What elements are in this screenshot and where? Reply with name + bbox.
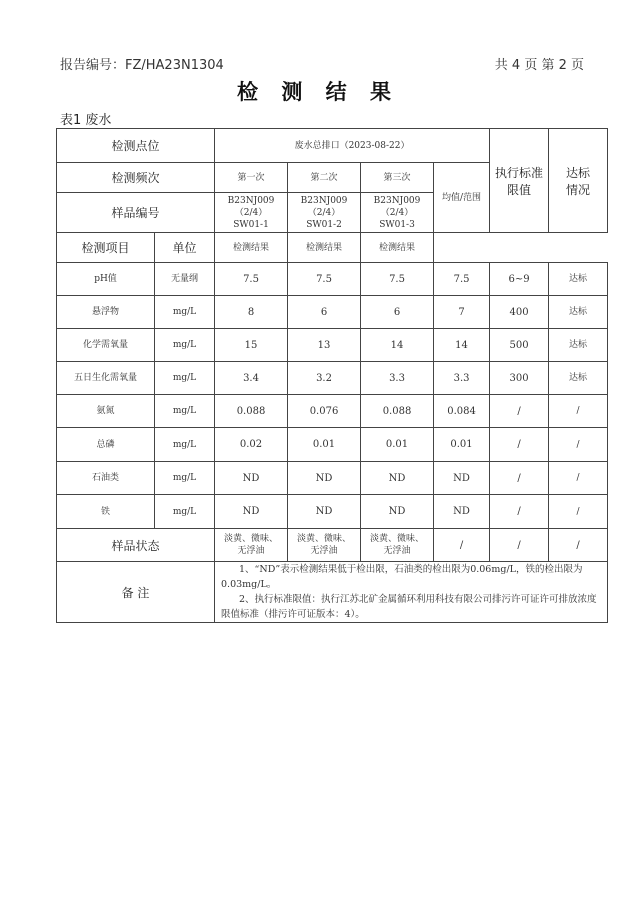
result-2: 0.01	[288, 428, 361, 462]
frequency-label: 检测频次	[57, 163, 215, 193]
sample-code: B23NJ009	[373, 195, 421, 206]
state-avg: /	[434, 529, 490, 562]
result-header-1: 检测结果	[215, 233, 288, 263]
avg-value: 0.01	[434, 428, 490, 462]
point-value: 废水总排口（2023-08-22）	[215, 129, 490, 163]
item-name: 悬浮物	[57, 296, 155, 329]
column-header-row	[57, 233, 608, 263]
item-unit: mg/L	[155, 362, 215, 395]
point-row	[57, 129, 608, 163]
result-2: ND	[288, 462, 361, 495]
sample-part: （2/4）	[234, 207, 268, 218]
compliance-header-line-2: 情况	[566, 182, 591, 197]
state-3	[361, 529, 434, 562]
item-header: 检测项目	[57, 233, 155, 263]
compliance-value: 达标	[549, 329, 608, 362]
avg-value: 3.3	[434, 362, 490, 395]
table-caption: 表1 废水	[60, 113, 112, 128]
limit-header-line-2: 限值	[507, 182, 532, 197]
limit-value: 6~9	[490, 263, 549, 296]
limit-value: 500	[490, 329, 549, 362]
avg-value: 7.5	[434, 263, 490, 296]
item-unit: mg/L	[155, 462, 215, 495]
item-name: pH值	[57, 263, 155, 296]
state-line-2: 无浮油	[237, 546, 265, 556]
result-1: 8	[215, 296, 288, 329]
item-unit: mg/L	[155, 495, 215, 529]
compliance-header	[549, 129, 608, 233]
result-1: ND	[215, 495, 288, 529]
avg-value: 0.084	[434, 395, 490, 428]
result-3: 0.088	[361, 395, 434, 428]
result-3: 14	[361, 329, 434, 362]
compliance-value: 达标	[549, 296, 608, 329]
notes-text	[215, 562, 608, 623]
point-label: 检测点位	[57, 129, 215, 163]
page-number: 共 4 页 第 2 页	[494, 58, 584, 73]
item-name: 石油类	[57, 462, 155, 495]
table-row	[57, 329, 608, 362]
result-header-3: 检测结果	[361, 233, 434, 263]
sample-code: B23NJ009	[227, 195, 275, 206]
table-row	[57, 362, 608, 395]
note-line-2: 2、执行标准限值：执行江苏北矿金属循环利用科技有限公司排污许可证许可排放浓度限值标准（排污许可证版本：4）。	[221, 594, 597, 620]
avg-value: ND	[434, 462, 490, 495]
table-row	[57, 495, 608, 529]
result-1: ND	[215, 462, 288, 495]
limit-value: /	[490, 395, 549, 428]
frequency-3: 第三次	[361, 163, 434, 193]
result-3: 7.5	[361, 263, 434, 296]
state-2	[288, 529, 361, 562]
result-header-2: 检测结果	[288, 233, 361, 263]
state-line-2: 无浮油	[310, 546, 338, 556]
sample-part: （2/4）	[380, 207, 414, 218]
result-3: ND	[361, 462, 434, 495]
item-unit: mg/L	[155, 329, 215, 362]
compliance-value: 达标	[549, 362, 608, 395]
state-status: /	[549, 529, 608, 562]
sample-number: SW01-1	[233, 219, 269, 230]
item-unit: mg/L	[155, 296, 215, 329]
table-row	[57, 428, 608, 462]
result-1: 15	[215, 329, 288, 362]
state-line-1: 淡黄、微味、	[297, 534, 352, 544]
item-name: 铁	[57, 495, 155, 529]
result-1: 3.4	[215, 362, 288, 395]
avg-value: 7	[434, 296, 490, 329]
item-name: 五日生化需氧量	[57, 362, 155, 395]
result-2: 6	[288, 296, 361, 329]
compliance-value: /	[549, 462, 608, 495]
sample-id-label: 样品编号	[57, 193, 215, 233]
avg-value: 14	[434, 329, 490, 362]
table-row	[57, 395, 608, 428]
result-3: ND	[361, 495, 434, 529]
limit-value: 300	[490, 362, 549, 395]
compliance-value: 达标	[549, 263, 608, 296]
sample-id-1	[215, 193, 288, 233]
frequency-1: 第一次	[215, 163, 288, 193]
item-name: 总磷	[57, 428, 155, 462]
compliance-value: /	[549, 395, 608, 428]
item-name: 氨氮	[57, 395, 155, 428]
result-3: 6	[361, 296, 434, 329]
sample-state-row	[57, 529, 608, 562]
note-line-1: 1、“ND”表示检测结果低于检出限，石油类的检出限为0.06mg/L，铁的检出限为0.03mg/L。	[221, 564, 583, 590]
result-3: 0.01	[361, 428, 434, 462]
sample-number: SW01-3	[379, 219, 415, 230]
limit-value: /	[490, 495, 549, 529]
item-unit: mg/L	[155, 395, 215, 428]
compliance-header-line-1: 达标	[566, 165, 591, 180]
page-title: 检 测 结 果	[237, 80, 399, 104]
limit-header-line-1: 执行标准	[495, 165, 544, 180]
unit-header: 单位	[155, 233, 215, 263]
sample-id-2	[288, 193, 361, 233]
state-label: 样品状态	[57, 529, 215, 562]
state-line-1: 淡黄、微味、	[370, 534, 425, 544]
result-2: 0.076	[288, 395, 361, 428]
state-line-2: 无浮油	[383, 546, 411, 556]
item-unit: 无量纲	[155, 263, 215, 296]
result-1: 0.02	[215, 428, 288, 462]
sample-part: （2/4）	[307, 207, 341, 218]
table-row	[57, 296, 608, 329]
item-unit: mg/L	[155, 428, 215, 462]
table-row	[57, 462, 608, 495]
avg-value: ND	[434, 495, 490, 529]
result-3: 3.3	[361, 362, 434, 395]
result-2: 13	[288, 329, 361, 362]
report-number: 报告编号：FZ/HA23N1304	[60, 58, 224, 73]
state-1	[215, 529, 288, 562]
avg-header: 均值/范围	[434, 163, 490, 233]
compliance-value: /	[549, 495, 608, 529]
limit-header	[490, 129, 549, 233]
result-2: 7.5	[288, 263, 361, 296]
sample-id-3	[361, 193, 434, 233]
compliance-value: /	[549, 428, 608, 462]
result-2: ND	[288, 495, 361, 529]
sample-number: SW01-2	[306, 219, 342, 230]
sample-code: B23NJ009	[300, 195, 348, 206]
frequency-2: 第二次	[288, 163, 361, 193]
result-1: 0.088	[215, 395, 288, 428]
wastewater-results-table	[56, 128, 608, 623]
notes-row	[57, 562, 608, 623]
table-row	[57, 263, 608, 296]
item-name: 化学需氧量	[57, 329, 155, 362]
result-2: 3.2	[288, 362, 361, 395]
limit-value: /	[490, 428, 549, 462]
result-1: 7.5	[215, 263, 288, 296]
state-line-1: 淡黄、微味、	[224, 534, 279, 544]
limit-value: /	[490, 462, 549, 495]
notes-label: 备 注	[57, 562, 215, 623]
limit-value: 400	[490, 296, 549, 329]
state-limit: /	[490, 529, 549, 562]
